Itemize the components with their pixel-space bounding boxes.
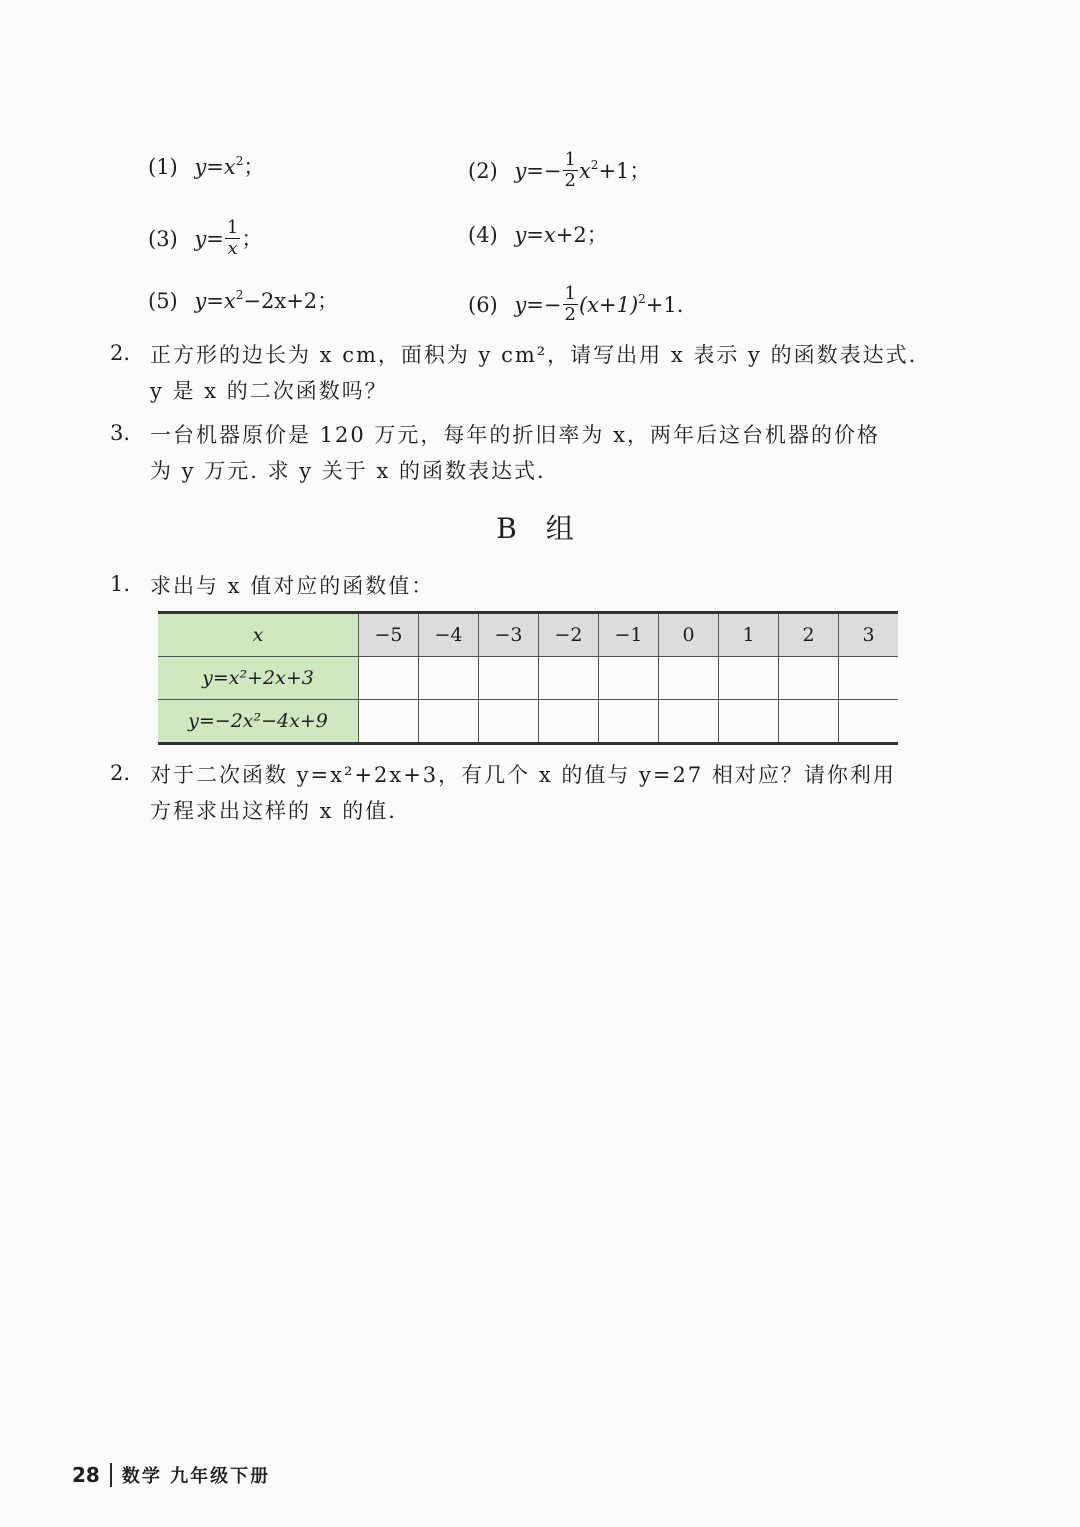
expr-part: y= [194,289,224,313]
q1-item-6 [468,283,684,327]
footer-divider [110,1463,112,1487]
expr-exp: 2 [235,288,244,302]
q1-item-4 [468,220,608,250]
table-cell [779,700,839,744]
item-label: (3) [148,227,178,251]
table-cell [839,700,899,744]
expr-part: −2x+2； [243,289,339,313]
expr-part: +1； [598,159,651,183]
row-label: y=x²+2x+3 [158,657,359,700]
table-header-cell: −1 [599,613,659,657]
value-table [158,611,898,745]
table-cell [599,657,659,700]
question-number: 3. [110,421,131,445]
question-b2-line2: 方程求出这样的 x 的值. [150,799,397,823]
expr-var: x [543,223,556,247]
expr-var: x [223,289,236,313]
book-title: 数学 九年级下册 [121,1466,271,1487]
item-label: (1) [148,155,178,179]
expr-part: y= [194,155,224,179]
question-b2-line1: 对于二次函数 y=x²+2x+3，有几个 x 的值与 y=27 相对应？请你利用 [150,763,896,787]
q1-item-2 [468,149,651,193]
table-header-cell: −3 [479,613,539,657]
table-header-label: x [158,613,359,657]
question-number: 2. [110,341,131,365]
table-row [158,657,898,700]
expr-part: +2； [555,223,608,247]
question-b1-text: 求出与 x 值对应的函数值： [150,574,435,598]
question-a2-line2: y 是 x 的二次函数吗？ [150,379,388,403]
table-cell [539,700,599,744]
row-label: y=−2x²−4x+9 [158,700,359,744]
table-cell [719,700,779,744]
expr-part: ； [241,227,263,251]
table-cell [659,657,719,700]
expr-part: y= [514,223,544,247]
question-a3-line2: 为 y 万元. 求 y 关于 x 的函数表达式. [150,459,546,483]
q1-item-3 [148,217,263,261]
expr-var: x [223,155,236,179]
table-header-cell: −5 [359,613,419,657]
expr-part: (x+1) [578,293,639,317]
table-cell [719,657,779,700]
q1-item-5 [148,286,338,316]
item-label: (6) [468,293,498,317]
expr-exp: 2 [590,158,599,172]
table-cell [659,700,719,744]
expr-part: ； [243,155,265,179]
table-cell [419,700,479,744]
table-cell [539,657,599,700]
page-number: 28 [72,1463,100,1487]
expr-var: x [578,159,591,183]
table-header-cell: 3 [839,613,899,657]
table-header-row [158,613,898,657]
fraction: $\frac{1}{x}$ [226,217,239,259]
table-cell [419,657,479,700]
expr-part: +1. [645,293,684,317]
page-footer [72,1462,270,1488]
table-header-cell: −2 [539,613,599,657]
table-cell [479,700,539,744]
section-heading: B 组 [496,512,584,545]
fraction: $\frac{1}{2}$ [564,283,576,325]
table-cell [839,657,899,700]
item-label: (2) [468,159,498,183]
question-number: 2. [110,761,131,785]
question-a3-line1: 一台机器原价是 120 万元，每年的折旧率为 x，两年后这台机器的价格 [150,423,880,447]
table-cell [479,657,539,700]
expr-part: y=− [514,293,562,317]
question-number: 1. [110,572,131,596]
expr-part: y=− [514,159,562,183]
expr-exp: 2 [235,154,244,168]
table-header-cell: 1 [719,613,779,657]
table-header-cell: 0 [659,613,719,657]
table-cell [359,657,419,700]
q1-item-1 [148,152,264,182]
table-header-cell: 2 [779,613,839,657]
table-row [158,700,898,744]
item-label: (5) [148,289,178,313]
table-cell [779,657,839,700]
fraction: $\frac{1}{2}$ [564,149,576,191]
table-cell [359,700,419,744]
question-a2-line1: 正方形的边长为 x cm，面积为 y cm²，请写出用 x 表示 y 的函数表达式. [150,343,918,367]
expr-exp: 2 [638,292,646,306]
expr-part: y= [194,227,224,251]
item-label: (4) [468,223,498,247]
table-cell [599,700,659,744]
table-header-cell: −4 [419,613,479,657]
